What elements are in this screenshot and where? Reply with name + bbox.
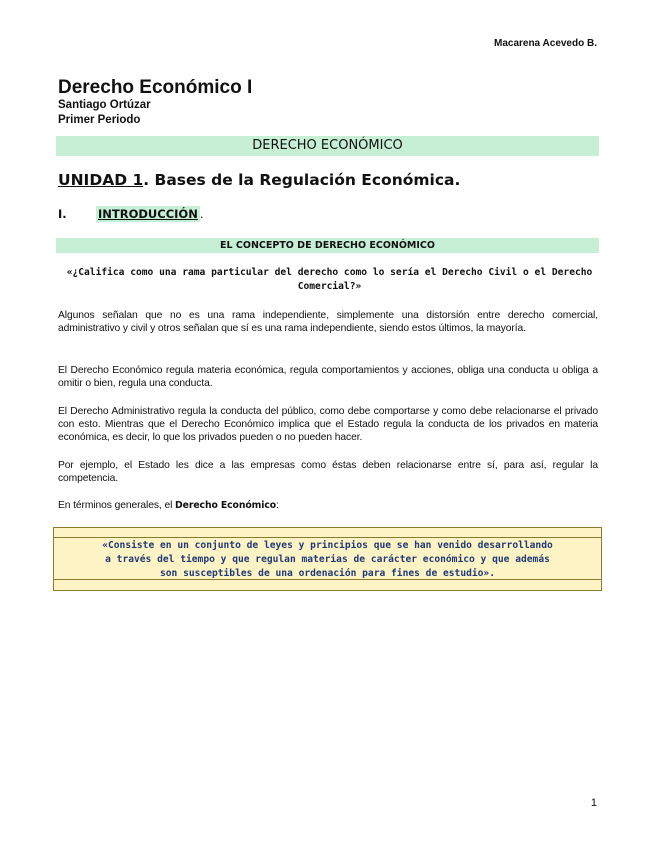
section-trail: . — [199, 207, 204, 221]
page-number: 1 — [590, 797, 597, 809]
professor-name: Santiago Ortúzar — [58, 99, 151, 111]
unit-title: . Bases de la Regulación Económica. — [143, 171, 461, 189]
paragraph: El Derecho Administrativo regula la conducta del público, como debe comportarse y como debe relacionarse el privado con esto. Mientras que el Derecho Económico implica que el Estado regula la conducta de los privados en materia económica, es decir, lo que los privados pueden o no pueden hacer. — [58, 406, 598, 444]
quote-line: a través del tiempo y que regulan materias de carácter económico y que además — [105, 554, 550, 565]
paragraph: El Derecho Económico regula materia económica, regula comportamientos y acciones, obliga una conducta u obliga a omitir o bien, regula una conducta. — [58, 365, 598, 390]
general-term: Derecho Económico — [175, 500, 277, 511]
unit-heading — [58, 171, 460, 189]
quote-line: «Consiste en un conjunto de leyes y principios que se han venido desarrollando — [102, 540, 553, 551]
section-title: INTRODUCCIÓN — [98, 207, 198, 221]
section-number: I. — [58, 207, 67, 221]
definition-quote-box — [53, 527, 602, 591]
general-terms-paragraph — [58, 499, 598, 512]
unit-label: UNIDAD 1 — [58, 171, 144, 189]
main-heading-band: DERECHO ECONÓMICO — [56, 136, 599, 156]
document-title: Derecho Económico I — [58, 77, 253, 98]
general-suffix: : — [276, 500, 279, 511]
definition-quote — [54, 539, 601, 581]
paragraph: Algunos señalan que no es una rama independiente, simplemente una distorsión entre derecho comercial, administrativo y civil y otros señalan que sí es una rama independiente, siendo estos últimos, la mayoría. — [58, 310, 598, 335]
section-heading — [58, 207, 358, 221]
quote-line: son susceptibles de una ordenación para fines de estudio». — [159, 568, 495, 579]
concept-heading-band: EL CONCEPTO DE DERECHO ECONÓMICO — [56, 238, 599, 253]
general-prefix: En términos generales, el — [58, 500, 176, 511]
quote-divider-top — [54, 537, 601, 538]
period-label: Primer Periodo — [58, 114, 141, 126]
paragraph: Por ejemplo, el Estado les dice a las empresas como éstas deben relacionarse entre sí, para así, regular la competencia. — [58, 460, 598, 485]
author-name: Macarena Acevedo B. — [493, 38, 597, 49]
quote-divider-bottom — [54, 579, 601, 580]
question-text: «¿Califica como una rama particular del derecho como lo sería el Derecho Civil o el Derecho Comercial?» — [66, 267, 593, 292]
